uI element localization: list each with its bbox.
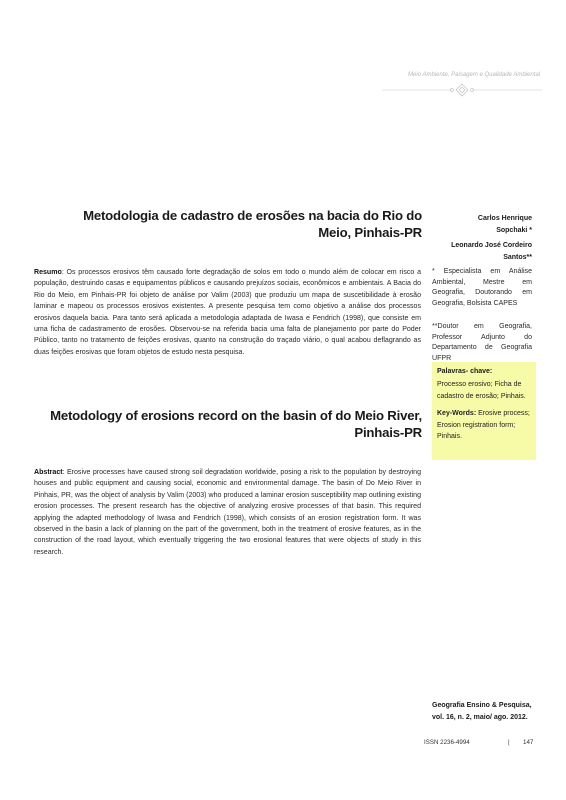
footer-issn: ISSN 2236-4994 (424, 739, 470, 746)
citation-journal: Geografia Ensino & Pesquisa, (432, 702, 532, 709)
article-title-pt: Metodologia de cadastro de erosões na bacia do Rio do Meio, Pinhais-PR (83, 208, 422, 240)
keywords-en (432, 402, 536, 443)
author-1-name-line1: Carlos Henrique (477, 215, 532, 222)
keywords-en-text: Erosive process; Erosion registration form; Pinhais. (437, 410, 530, 440)
author-2 (420, 240, 532, 263)
author-1-affiliation: * Especialista em Análise Ambiental, Mestre em Geografia, Doutorando em Geografia, Bolsista CAPES (432, 268, 532, 307)
author-1 (420, 213, 532, 236)
header-ornament-icon (382, 81, 542, 99)
keywords-pt-label: Palavras- chave: (437, 368, 493, 375)
citation-volume: vol. 16, n. 2, maio/ ago. 2012. (432, 713, 528, 721)
footer-separator: | (508, 739, 510, 746)
author-2-name-line1: Leonardo José Cordeiro (451, 242, 532, 249)
keywords-en-label: Key-Words: (437, 410, 477, 417)
journal-section-header: Meio Ambiente, Paisagem e Qualidade Ambiental (408, 72, 540, 78)
journal-citation (432, 700, 552, 723)
keywords-box (432, 362, 536, 460)
author-2-affiliation: **Doutor em Geografia, Professor Adjunto do Departamento de Geografia UFPR (432, 323, 532, 362)
page-number: 147 (523, 739, 534, 746)
article-title-en: Metodology of erosions record on the basin of do Meio River, Pinhais-PR (50, 408, 422, 440)
abstract-text: : Erosive processes have caused strong soil degradation worldwide, posing a risk to the population by destroying houses and public equipment and causing social, economic and environmental damage. The basin of Do Meio River in Pinhais, PR, was the object of analysis by Valim (2003) who produced a laminar erosion susceptibility map outlining existing erosion processes. The present research has the objective of analyzing erosive processes of that basin. This required applying the adapted methodology of Iwasa and Fendrich (1998), which consists of an erosion registration form. It was observed in the basin a lack of planning on the part of the government, both in the treatment of erosive features, as in the construction of the road layout, which eventually triggering the two erosional features that were objects of study in this research. (34, 469, 421, 556)
abstract-paragraph (34, 467, 421, 558)
resumo-paragraph (34, 267, 421, 358)
resumo-text: : Os processos erosivos têm causado forte degradação de solos em todo o mundo além de colocar em risco a população, destruindo casas e equipamentos públicos e causando prejuízos sociais, econômicos e ambientais. A Bacia do Rio do Meio, em Pinhais-PR foi objeto de análise por Valim (2003) que produziu um mapa de suscetibilidade à erosão laminar e mapeou os processos erosivos existentes. A presente pesquisa tem como objetivo a análise dos processos erosivos daquela bacia. Para tanto será aplicada a metodologia adaptada de Iwasa e Fendrich (1998), que consiste em uma ficha de cadastramento de erosões. Observou-se na referida bacia uma falta de planejamento por parte do Poder Público, tanto no tratamento de feições erosivas, quanto na construção do traçado viário, o qual acabou deflagrando as duas feições erosivas que foram objetos de estudo nesta pesquisa. (34, 269, 421, 356)
resumo-label: Resumo (34, 269, 62, 276)
keywords-pt-text: Processo erosivo; Ficha de cadastro de erosão; Pinhais. (437, 381, 526, 400)
abstract-label: Abstract (34, 469, 63, 476)
author-2-name-line2: Santos** (503, 253, 532, 261)
author-1-name-line2: Sopchaki * (496, 226, 532, 234)
